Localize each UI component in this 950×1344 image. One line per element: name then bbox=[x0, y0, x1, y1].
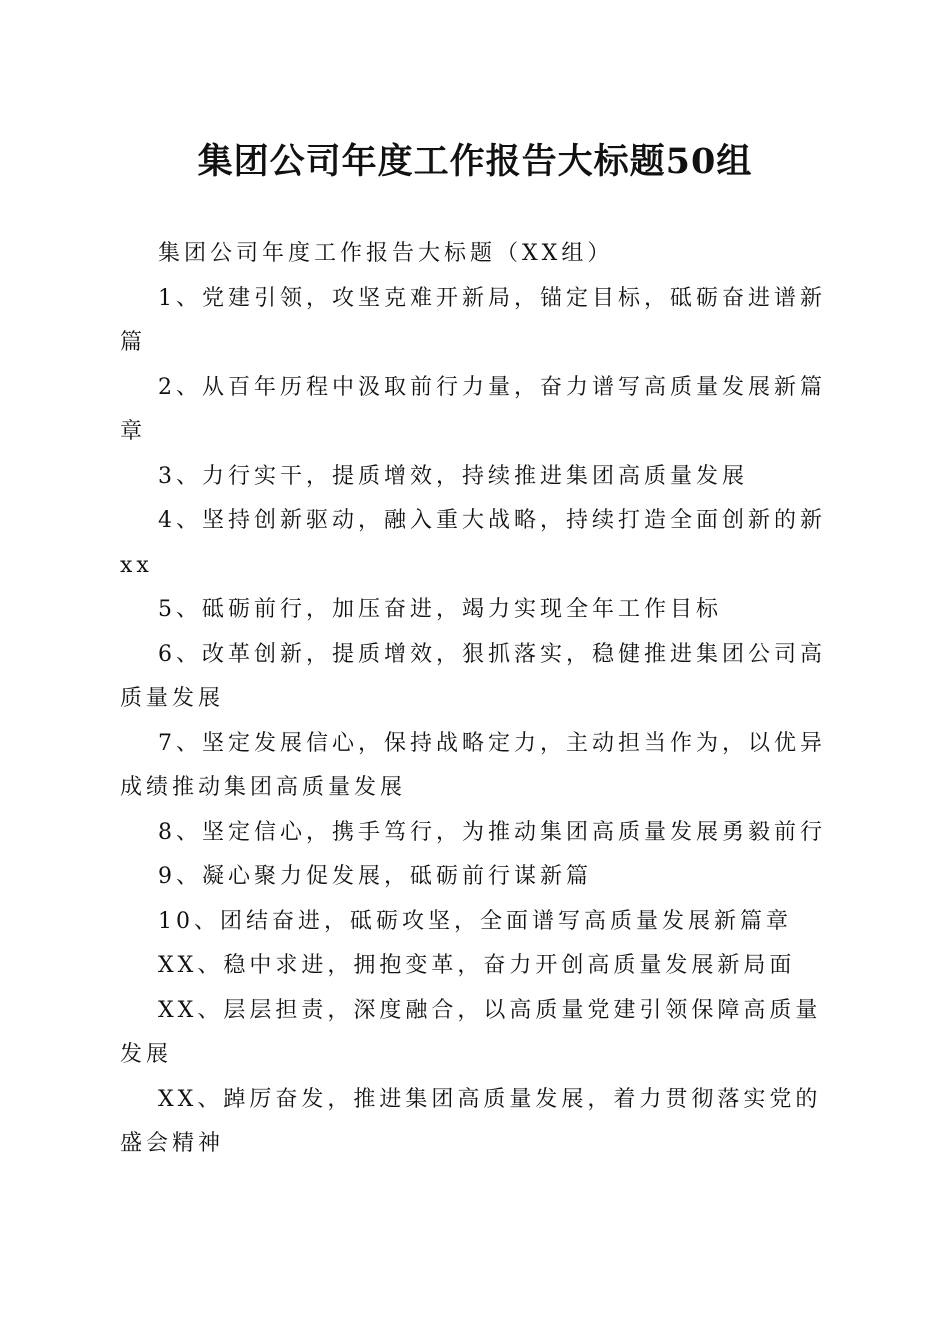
list-item: 2、从百年历程中汲取前行力量，奋力谱写高质量发展新篇章 bbox=[120, 374, 826, 444]
list-item: 7、坚定发展信心，保持战略定力，主动担当作为，以优异成绩推动集团高质量发展 bbox=[120, 730, 826, 800]
list-item: XX、踔厉奋发，推进集团高质量发展，着力贯彻落实党的盛会精神 bbox=[120, 1086, 822, 1156]
list-item: 1、党建引领，攻坚克难开新局，锚定目标，砥砺奋进谱新篇 bbox=[120, 285, 826, 355]
document-title: 集团公司年度工作报告大标题50组 bbox=[197, 141, 753, 182]
list-item: 5、砥砺前行，加压奋进，竭力实现全年工作目标 bbox=[158, 597, 722, 622]
document-body bbox=[120, 232, 826, 1167]
list-item: 4、坚持创新驱动，融入重大战略，持续打造全面创新的新xx bbox=[120, 508, 826, 578]
list-item: 6、改革创新，提质增效，狠抓落实，稳健推进集团公司高质量发展 bbox=[120, 641, 826, 711]
subtitle-paragraph: 集团公司年度工作报告大标题（XX组） bbox=[158, 241, 614, 266]
list-item: 10、团结奋进，砥砺攻坚，全面谱写高质量发展新篇章 bbox=[158, 908, 792, 934]
list-item: 8、坚定信心，携手笃行，为推动集团高质量发展勇毅前行 bbox=[158, 819, 826, 845]
list-item: 9、凝心聚力促发展，砥砺前行谋新篇 bbox=[158, 864, 592, 889]
list-item: XX、层层担责，深度融合，以高质量党建引领保障高质量发展 bbox=[120, 997, 822, 1067]
list-item: 3、力行实干，提质增效，持续推进集团高质量发展 bbox=[158, 463, 748, 489]
list-item: XX、稳中求进，拥抱变革，奋力开创高质量发展新局面 bbox=[158, 953, 796, 978]
